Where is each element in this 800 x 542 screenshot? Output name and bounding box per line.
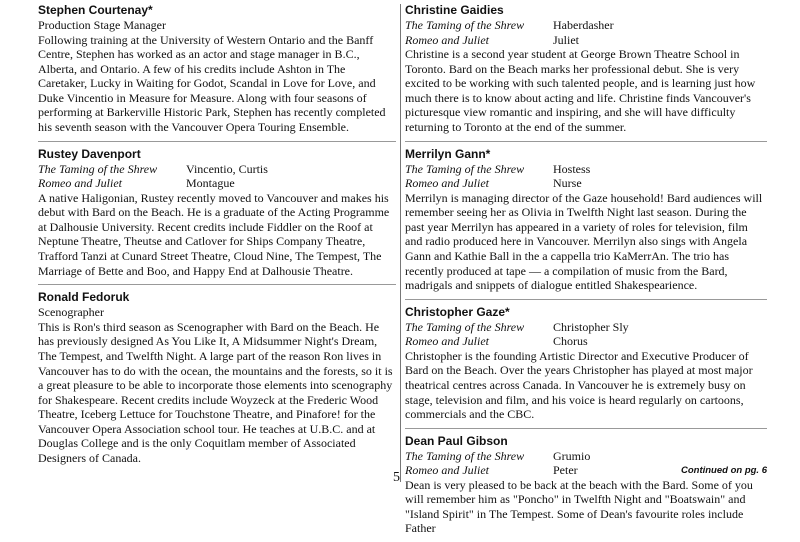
play-title: The Taming of the Shrew xyxy=(405,319,525,334)
bio-ronald-fedoruk xyxy=(38,290,396,465)
bio-dean-paul-gibson xyxy=(405,434,767,536)
role-row xyxy=(405,162,767,177)
bio-christine-gaidies xyxy=(405,3,767,135)
role-row xyxy=(405,18,767,33)
character-name: Hostess xyxy=(553,161,591,176)
role-list xyxy=(38,162,396,191)
column-divider xyxy=(400,4,401,482)
bio-text: Christine is a second year student at George Brown Theatre School in Toronto. Bard on the Beach marks her professional debut. She is very excited to be working with such talented people, and is learning just how much there is to know about acting and life. Christine finds Vancouver's picturesque view romantic and inspiring, and she will have difficulty returning to Toronto at the end of the summer. xyxy=(405,47,756,134)
bio-rustey-davenport xyxy=(38,147,396,279)
right-column xyxy=(405,3,767,542)
bio-christopher-gaze xyxy=(405,305,767,422)
character-name: Christopher Sly xyxy=(553,319,629,334)
bio-name: Stephen Courtenay* xyxy=(38,3,153,17)
play-title: Romeo and Juliet xyxy=(405,334,489,349)
play-title: The Taming of the Shrew xyxy=(38,161,158,176)
bio-text: Christopher is the founding Artistic Director and Executive Producer of Bard on the Beach. Over the years Christopher has played at most major theatrical centres across Canada. In Vancouver he is extremely busy on stage, television and film, and his voice is heard regularly on cartoons, commercials and the CBC. xyxy=(405,348,753,422)
bio-text: Following training at the University of Western Ontario and the Banff Centre, Stephen has worked as an actor and stage manager in B.C., Alberta, and Ontario. A few of his credits include Ashton in The Caretaker, Lucky in Waiting for Godot, Scandal in Love for Love, and Duke Vincentio in Measure for Measure. Along with four seasons of performing at Barkerville Historic Park, Stephen has recently completed his seventh season with the Vancouver Opera Touring Ensemble. xyxy=(38,32,386,135)
character-name: Haberdasher xyxy=(553,18,614,32)
play-title: Romeo and Juliet xyxy=(38,176,122,191)
play-title: The Taming of the Shrew xyxy=(405,18,525,32)
continued-note: Continued on pg. 6 xyxy=(680,465,767,476)
role-row xyxy=(405,320,767,335)
bio-text: This is Ron's third season as Scenographer with Bard on the Beach. He has previously designed As You Like It, A Midsummer Night's Dream, The Tempest, and Twelfth Night. A large part of the reason Ron lives in Vancouver has to do with the ocean, the mountains and the forests, so it is a great pleasure to be able to incorporate those elements into scenography for Shakespeare. Recent credits include Woyzeck at the Frederic Wood Theatre, Iceberg Lettuce for Touchstone Theatre, and Pinafore! for the Vancouver Opera Association school tour. He teaches at U.B.C. and at Douglas College and is the only Coquitlam member of Associated Designers of Canada. xyxy=(38,319,393,466)
role-row xyxy=(405,33,767,48)
bio-merrilyn-gann xyxy=(405,147,767,293)
bio-name: Dean Paul Gibson xyxy=(405,433,508,448)
separator-rule xyxy=(38,284,396,285)
role-list xyxy=(405,18,767,47)
bio-name: Ronald Fedoruk xyxy=(38,290,130,305)
character-name: Nurse xyxy=(553,176,582,191)
bio-stephen-courtenay xyxy=(38,3,396,135)
role-row xyxy=(405,334,767,349)
role-list xyxy=(405,162,767,191)
bio-name: Christine Gaidies xyxy=(405,3,504,17)
character-name: Grumio xyxy=(553,448,591,463)
bio-text: A native Haligonian, Rustey recently moved to Vancouver and makes his debut with Bard on the Beach. He is a graduate of the Acting Programme at Dalhousie University. Recent credits include Fiddler on the Roof at Neptune Theatre, Theutse and Catlover for Ships Company Theatre, Trafford Tanzi at Cunard Street Theatre, Cloud Nine, The Tempest, The Marriage of Bette and Boo, and Happy End at Dalhousie Theatre. xyxy=(38,190,390,278)
page-number: 5 xyxy=(393,470,400,485)
character-name: Montague xyxy=(186,176,235,191)
character-name: Peter xyxy=(553,463,578,478)
separator-rule xyxy=(38,141,396,142)
play-title: Romeo and Juliet xyxy=(405,176,489,191)
separator-rule xyxy=(405,428,767,429)
bio-text: Merrilyn is managing director of the Gaze household! Bard audiences will remember seeing her as Olivia in Twelfth Night last season. During the past year Merrilyn has appeared in a variety of roles for television, film and radio produced here in Vancouver. Merrilyn also sings with Angela Gann and Kathie Ball in the a cappella trio KaMerrAn. The trio has recently produced at tape — a compilation of music from the Bard, madrigals and snippets of dialogue entitled Shakespearience. xyxy=(405,190,763,293)
play-title: The Taming of the Shrew xyxy=(405,448,525,463)
left-column xyxy=(38,3,396,472)
play-title: Romeo and Juliet xyxy=(405,32,489,47)
bio-role: Production Stage Manager xyxy=(38,18,166,32)
play-title: Romeo and Juliet xyxy=(405,463,489,478)
character-name: Vincentio, Curtis xyxy=(186,161,268,176)
bio-name: Merrilyn Gann* xyxy=(405,146,491,161)
role-row xyxy=(38,176,396,191)
character-name: Chorus xyxy=(553,334,588,349)
role-row xyxy=(38,162,396,177)
bio-name: Christopher Gaze* xyxy=(405,304,510,319)
character-name: Juliet xyxy=(553,32,579,47)
bio-name: Rustey Davenport xyxy=(38,146,141,161)
separator-rule xyxy=(405,299,767,300)
bio-role: Scenographer xyxy=(38,305,104,320)
role-row xyxy=(405,449,767,464)
bio-text: Dean is very pleased to be back at the beach with the Bard. Some of you will remember him as "Poncho" in Twelfth Night and "Boatswain" and "Island Spirit" in The Tempest. Some of Dean's favourite roles include Father xyxy=(405,477,753,536)
role-row xyxy=(405,176,767,191)
role-list xyxy=(405,320,767,349)
play-title: The Taming of the Shrew xyxy=(405,161,525,176)
separator-rule xyxy=(405,141,767,142)
